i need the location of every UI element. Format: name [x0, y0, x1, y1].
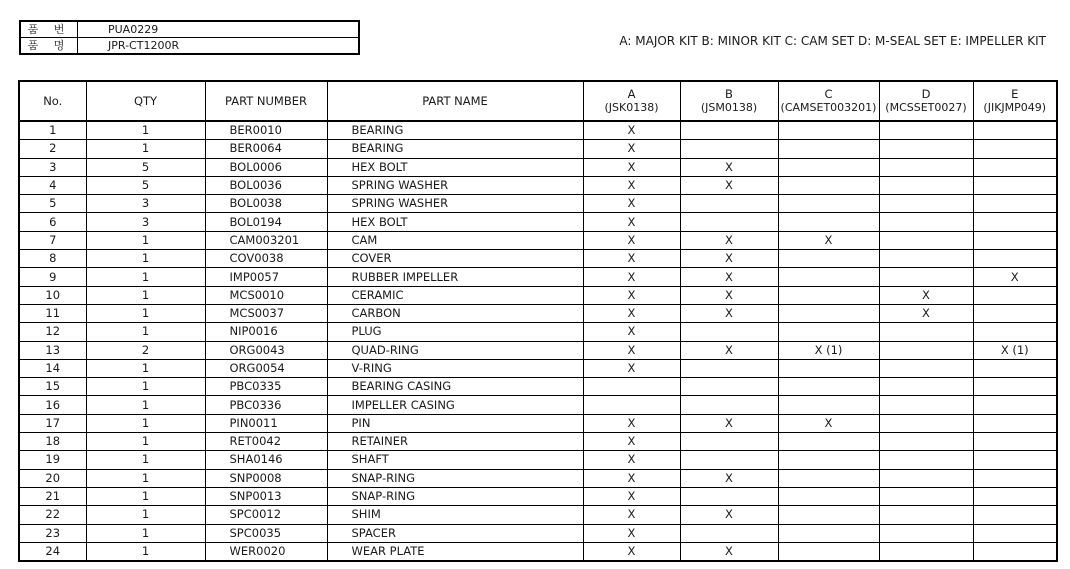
row-kit-a-cell: X [583, 231, 680, 249]
row-kit-e-cell [973, 487, 1057, 505]
row-kit-e-cell [973, 378, 1057, 396]
col-header-kit-a [583, 81, 680, 121]
row-kit-b-cell [680, 396, 778, 414]
row-part-name-cell: WEAR PLATE [327, 542, 583, 561]
kit-legend: A: MAJOR KIT B: MINOR KIT C: CAM SET D: M-SEAL SET E: IMPELLER KIT [619, 34, 1046, 48]
row-qty-cell: 1 [86, 140, 205, 158]
row-no-cell: 1 [19, 121, 86, 140]
row-kit-d-cell [879, 433, 973, 451]
table-row [19, 195, 1057, 213]
row-qty-cell: 1 [86, 268, 205, 286]
row-kit-d-cell [879, 231, 973, 249]
row-part-number-cell: BOL0006 [205, 158, 327, 176]
row-part-number-cell: BER0064 [205, 140, 327, 158]
table-row [19, 158, 1057, 176]
row-kit-a-cell: X [583, 433, 680, 451]
row-qty-cell: 5 [86, 176, 205, 194]
row-kit-e-cell [973, 506, 1057, 524]
table-row [19, 396, 1057, 414]
row-no-cell: 23 [19, 524, 86, 542]
row-part-number-cell: CAM003201 [205, 231, 327, 249]
row-kit-a-cell: X [583, 524, 680, 542]
row-part-name-cell: SNAP-RING [327, 469, 583, 487]
row-qty-cell: 1 [86, 396, 205, 414]
row-part-name-cell: HEX BOLT [327, 158, 583, 176]
row-part-number-cell: MCS0010 [205, 286, 327, 304]
row-no-cell: 17 [19, 414, 86, 432]
row-kit-e-cell [973, 414, 1057, 432]
row-kit-c-cell [778, 213, 879, 231]
row-kit-b-cell [680, 195, 778, 213]
row-part-name-cell: PIN [327, 414, 583, 432]
row-kit-d-cell [879, 140, 973, 158]
row-no-cell: 10 [19, 286, 86, 304]
row-kit-e-cell: X (1) [973, 341, 1057, 359]
row-part-number-cell: SHA0146 [205, 451, 327, 469]
row-kit-c-cell [778, 359, 879, 377]
row-qty-cell: 1 [86, 304, 205, 322]
table-row [19, 469, 1057, 487]
row-qty-cell: 1 [86, 250, 205, 268]
row-part-number-cell: WER0020 [205, 542, 327, 561]
row-kit-e-cell [973, 524, 1057, 542]
row-kit-a-cell: X [583, 359, 680, 377]
row-kit-b-cell [680, 524, 778, 542]
row-no-cell: 3 [19, 158, 86, 176]
row-part-name-cell: BEARING [327, 121, 583, 140]
row-part-name-cell: RUBBER IMPELLER [327, 268, 583, 286]
row-qty-cell: 1 [86, 451, 205, 469]
part-name-row [20, 38, 359, 55]
row-kit-c-cell [778, 268, 879, 286]
row-kit-e-cell [973, 158, 1057, 176]
row-no-cell: 13 [19, 341, 86, 359]
row-kit-e-cell [973, 140, 1057, 158]
row-kit-d-cell [879, 341, 973, 359]
row-kit-a-cell: X [583, 213, 680, 231]
kit-letter: C [824, 87, 833, 101]
row-kit-a-cell: X [583, 158, 680, 176]
row-part-name-cell: BEARING [327, 140, 583, 158]
row-kit-e-cell [973, 542, 1057, 561]
row-kit-d-cell [879, 195, 973, 213]
row-kit-a-cell: X [583, 140, 680, 158]
row-qty-cell: 1 [86, 414, 205, 432]
row-kit-b-cell: X [680, 414, 778, 432]
table-row [19, 304, 1057, 322]
row-part-name-cell: SNAP-RING [327, 487, 583, 505]
row-kit-b-cell: X [680, 304, 778, 322]
row-part-name-cell: SPACER [327, 524, 583, 542]
row-kit-c-cell [778, 121, 879, 140]
row-kit-e-cell [973, 176, 1057, 194]
row-no-cell: 20 [19, 469, 86, 487]
row-qty-cell: 1 [86, 378, 205, 396]
row-qty-cell: 3 [86, 195, 205, 213]
row-kit-b-cell [680, 487, 778, 505]
table-row [19, 487, 1057, 505]
row-no-cell: 11 [19, 304, 86, 322]
row-kit-c-cell: X [778, 231, 879, 249]
row-kit-e-cell: X [973, 268, 1057, 286]
table-row [19, 250, 1057, 268]
row-kit-a-cell: X [583, 323, 680, 341]
row-part-number-cell: PIN0011 [205, 414, 327, 432]
row-no-cell: 18 [19, 433, 86, 451]
row-kit-b-cell: X [680, 268, 778, 286]
row-no-cell: 4 [19, 176, 86, 194]
row-kit-a-cell: X [583, 268, 680, 286]
row-kit-d-cell [879, 487, 973, 505]
row-qty-cell: 1 [86, 121, 205, 140]
row-part-name-cell: SHIM [327, 506, 583, 524]
row-kit-c-cell [778, 176, 879, 194]
row-kit-e-cell [973, 359, 1057, 377]
row-kit-d-cell [879, 176, 973, 194]
table-row [19, 359, 1057, 377]
row-part-name-cell: COVER [327, 250, 583, 268]
row-kit-c-cell [778, 140, 879, 158]
col-header-kit-d [879, 81, 973, 121]
row-kit-a-cell [583, 396, 680, 414]
row-part-name-cell: QUAD-RING [327, 341, 583, 359]
row-part-number-cell: PBC0335 [205, 378, 327, 396]
row-part-number-cell: BOL0038 [205, 195, 327, 213]
row-kit-b-cell [680, 121, 778, 140]
col-header-part-number: PART NUMBER [205, 81, 327, 121]
row-kit-d-cell [879, 213, 973, 231]
row-part-name-cell: V-RING [327, 359, 583, 377]
row-part-name-cell: BEARING CASING [327, 378, 583, 396]
row-kit-a-cell: X [583, 451, 680, 469]
row-kit-c-cell [778, 378, 879, 396]
row-part-number-cell: PBC0336 [205, 396, 327, 414]
row-kit-a-cell: X [583, 304, 680, 322]
row-part-name-cell: SPRING WASHER [327, 195, 583, 213]
row-qty-cell: 1 [86, 524, 205, 542]
row-qty-cell: 1 [86, 487, 205, 505]
kit-letter: A [627, 87, 636, 101]
table-row [19, 378, 1057, 396]
row-no-cell: 12 [19, 323, 86, 341]
row-kit-c-cell [778, 286, 879, 304]
row-part-number-cell: MCS0037 [205, 304, 327, 322]
row-part-number-cell: BER0010 [205, 121, 327, 140]
part-number-row [20, 21, 359, 38]
row-kit-d-cell [879, 378, 973, 396]
row-kit-a-cell: X [583, 286, 680, 304]
part-name-label: 품 명 [20, 38, 78, 55]
row-part-number-cell: SNP0013 [205, 487, 327, 505]
row-kit-a-cell: X [583, 121, 680, 140]
kit-code: (CAMSET003201) [780, 101, 877, 114]
row-part-number-cell: IMP0057 [205, 268, 327, 286]
part-info-box [19, 20, 360, 55]
row-kit-b-cell: X [680, 506, 778, 524]
row-no-cell: 22 [19, 506, 86, 524]
row-kit-d-cell [879, 469, 973, 487]
table-row [19, 121, 1057, 140]
row-kit-e-cell [973, 195, 1057, 213]
row-kit-b-cell [680, 140, 778, 158]
table-row [19, 414, 1057, 432]
row-kit-a-cell: X [583, 487, 680, 505]
row-kit-a-cell [583, 378, 680, 396]
row-qty-cell: 1 [86, 506, 205, 524]
kit-code: (JSK0138) [604, 101, 659, 114]
col-header-qty: QTY [86, 81, 205, 121]
row-no-cell: 6 [19, 213, 86, 231]
part-name-value: JPR-CT1200R [78, 38, 360, 55]
row-kit-a-cell: X [583, 542, 680, 561]
table-row [19, 176, 1057, 194]
row-part-number-cell: SPC0012 [205, 506, 327, 524]
kit-code: (JIKJMP049) [983, 101, 1047, 114]
row-part-name-cell: PLUG [327, 323, 583, 341]
row-kit-c-cell [778, 542, 879, 561]
kit-code: (JSM0138) [700, 101, 758, 114]
row-kit-b-cell: X [680, 176, 778, 194]
row-kit-c-cell [778, 451, 879, 469]
row-no-cell: 5 [19, 195, 86, 213]
row-kit-c-cell [778, 195, 879, 213]
row-part-name-cell: CAM [327, 231, 583, 249]
row-kit-c-cell: X [778, 414, 879, 432]
row-kit-e-cell [973, 396, 1057, 414]
row-no-cell: 7 [19, 231, 86, 249]
row-no-cell: 16 [19, 396, 86, 414]
row-part-name-cell: SPRING WASHER [327, 176, 583, 194]
table-row [19, 268, 1057, 286]
table-row [19, 433, 1057, 451]
row-no-cell: 9 [19, 268, 86, 286]
row-part-name-cell: CERAMIC [327, 286, 583, 304]
table-header-row [19, 81, 1057, 121]
row-part-name-cell: RETAINER [327, 433, 583, 451]
row-kit-d-cell [879, 250, 973, 268]
parts-table [18, 80, 1058, 562]
row-kit-d-cell [879, 451, 973, 469]
row-kit-e-cell [973, 286, 1057, 304]
row-kit-b-cell [680, 433, 778, 451]
row-kit-b-cell: X [680, 542, 778, 561]
table-row [19, 323, 1057, 341]
row-kit-b-cell: X [680, 231, 778, 249]
row-kit-d-cell: X [879, 304, 973, 322]
row-kit-c-cell [778, 524, 879, 542]
col-header-kit-b [680, 81, 778, 121]
row-kit-e-cell [973, 469, 1057, 487]
row-no-cell: 21 [19, 487, 86, 505]
row-part-name-cell: CARBON [327, 304, 583, 322]
row-kit-a-cell: X [583, 341, 680, 359]
row-qty-cell: 2 [86, 341, 205, 359]
row-part-number-cell: BOL0036 [205, 176, 327, 194]
row-part-number-cell: BOL0194 [205, 213, 327, 231]
table-row [19, 213, 1057, 231]
row-kit-d-cell [879, 121, 973, 140]
table-row [19, 140, 1057, 158]
row-kit-b-cell: X [680, 469, 778, 487]
row-no-cell: 24 [19, 542, 86, 561]
row-kit-c-cell: X (1) [778, 341, 879, 359]
row-kit-c-cell [778, 250, 879, 268]
row-kit-e-cell [973, 451, 1057, 469]
row-kit-b-cell: X [680, 250, 778, 268]
row-qty-cell: 1 [86, 323, 205, 341]
row-kit-d-cell [879, 506, 973, 524]
row-kit-a-cell: X [583, 176, 680, 194]
row-kit-b-cell [680, 359, 778, 377]
row-kit-a-cell: X [583, 414, 680, 432]
kit-code: (MCSSET0027) [885, 101, 967, 114]
row-kit-d-cell [879, 396, 973, 414]
row-part-number-cell: NIP0016 [205, 323, 327, 341]
row-qty-cell: 1 [86, 433, 205, 451]
row-kit-e-cell [973, 304, 1057, 322]
row-kit-e-cell [973, 213, 1057, 231]
row-kit-d-cell [879, 268, 973, 286]
kit-letter: B [725, 87, 733, 101]
row-kit-c-cell [778, 506, 879, 524]
row-kit-e-cell [973, 121, 1057, 140]
row-part-number-cell: ORG0054 [205, 359, 327, 377]
row-kit-b-cell [680, 323, 778, 341]
table-row [19, 231, 1057, 249]
table-row [19, 524, 1057, 542]
col-header-kit-e [973, 81, 1057, 121]
row-qty-cell: 1 [86, 469, 205, 487]
row-qty-cell: 5 [86, 158, 205, 176]
row-kit-c-cell [778, 433, 879, 451]
row-kit-c-cell [778, 487, 879, 505]
row-kit-d-cell [879, 158, 973, 176]
row-part-number-cell: SPC0035 [205, 524, 327, 542]
row-part-name-cell: HEX BOLT [327, 213, 583, 231]
row-kit-b-cell: X [680, 158, 778, 176]
row-kit-c-cell [778, 304, 879, 322]
row-kit-b-cell [680, 378, 778, 396]
table-row [19, 341, 1057, 359]
table-row [19, 506, 1057, 524]
part-number-value: PUA0229 [78, 21, 360, 38]
row-no-cell: 8 [19, 250, 86, 268]
row-part-number-cell: ORG0043 [205, 341, 327, 359]
row-kit-a-cell: X [583, 195, 680, 213]
row-no-cell: 14 [19, 359, 86, 377]
row-kit-b-cell: X [680, 286, 778, 304]
row-qty-cell: 1 [86, 542, 205, 561]
col-header-no: No. [19, 81, 86, 121]
row-qty-cell: 1 [86, 231, 205, 249]
row-kit-a-cell: X [583, 250, 680, 268]
parts-table-body [19, 121, 1057, 561]
row-kit-e-cell [973, 231, 1057, 249]
table-row [19, 451, 1057, 469]
kit-letter: E [1011, 87, 1019, 101]
table-row [19, 542, 1057, 561]
row-no-cell: 15 [19, 378, 86, 396]
row-kit-d-cell [879, 414, 973, 432]
row-part-number-cell: COV0038 [205, 250, 327, 268]
kit-letter: D [921, 87, 931, 101]
row-kit-b-cell [680, 213, 778, 231]
col-header-kit-c [778, 81, 879, 121]
row-kit-e-cell [973, 323, 1057, 341]
row-kit-c-cell [778, 396, 879, 414]
row-qty-cell: 3 [86, 213, 205, 231]
row-kit-d-cell [879, 359, 973, 377]
table-row [19, 286, 1057, 304]
row-qty-cell: 1 [86, 359, 205, 377]
row-no-cell: 19 [19, 451, 86, 469]
row-kit-c-cell [778, 158, 879, 176]
row-kit-d-cell [879, 323, 973, 341]
row-part-name-cell: IMPELLER CASING [327, 396, 583, 414]
row-qty-cell: 1 [86, 286, 205, 304]
row-kit-e-cell [973, 433, 1057, 451]
row-kit-d-cell [879, 524, 973, 542]
row-kit-e-cell [973, 250, 1057, 268]
row-kit-a-cell: X [583, 506, 680, 524]
row-kit-c-cell [778, 469, 879, 487]
row-kit-a-cell: X [583, 469, 680, 487]
row-kit-d-cell: X [879, 286, 973, 304]
row-kit-b-cell: X [680, 341, 778, 359]
row-kit-b-cell [680, 451, 778, 469]
row-part-number-cell: SNP0008 [205, 469, 327, 487]
row-part-name-cell: SHAFT [327, 451, 583, 469]
col-header-part-name: PART NAME [327, 81, 583, 121]
row-kit-c-cell [778, 323, 879, 341]
row-no-cell: 2 [19, 140, 86, 158]
part-number-label: 품 번 [20, 21, 78, 38]
row-kit-d-cell [879, 542, 973, 561]
row-part-number-cell: RET0042 [205, 433, 327, 451]
